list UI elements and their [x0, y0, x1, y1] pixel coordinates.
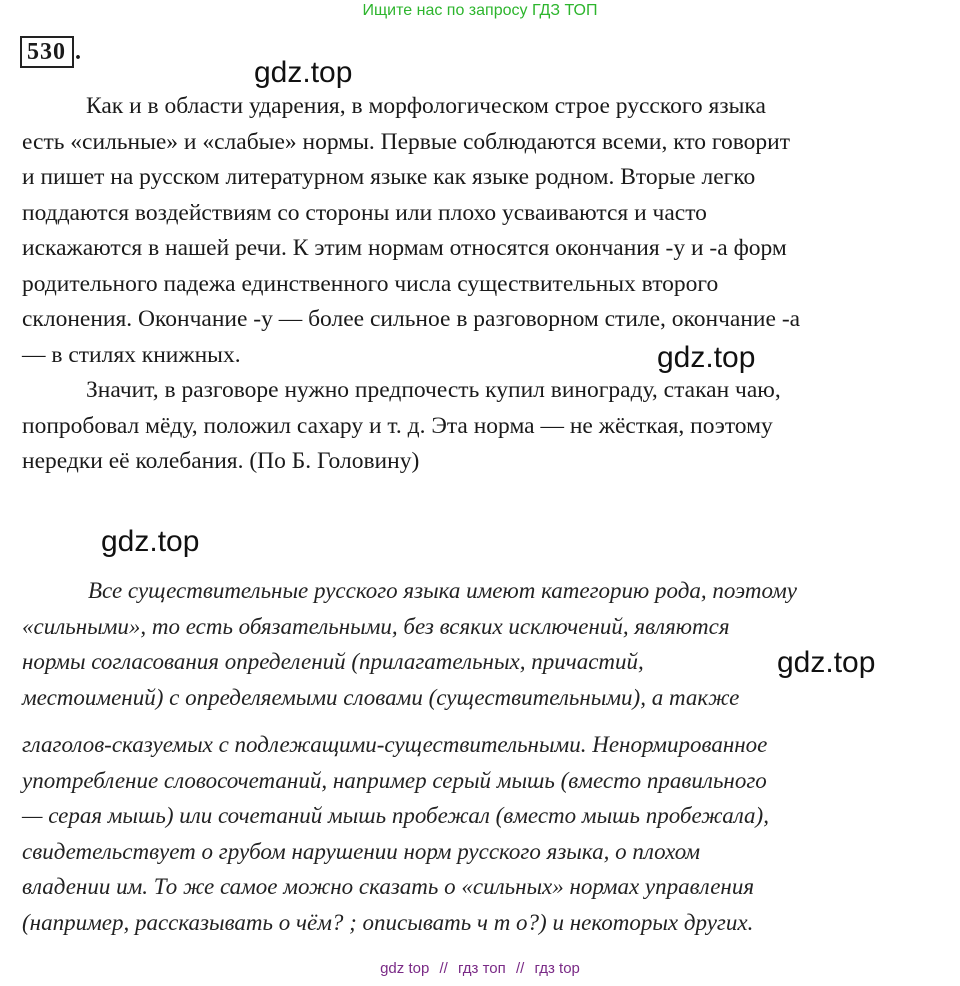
watermark-2: gdz.top — [657, 341, 756, 374]
task-number — [20, 36, 82, 68]
answer-line: глаголов-сказуемых с подлежащими-существительными. Ненормированное — [22, 732, 768, 757]
answer-line: Все существительные русского языка имеют категорию рода, поэтому — [88, 578, 798, 603]
footer-links — [0, 960, 960, 977]
answer-line: — серая мышь) или сочетаний мышь пробежал (вместо мышь пробежала), — [22, 803, 769, 828]
watermark-4: gdz.top — [777, 646, 876, 679]
text-line: есть «сильные» и «слабые» нормы. Первые соблюдаются всеми, кто говорит — [22, 128, 791, 155]
text-line: Значит, в разговоре нужно предпочесть купил винограду, стакан чаю, — [86, 377, 781, 403]
footer-link-2[interactable]: гдз топ — [458, 960, 506, 977]
answer-text-part-1 — [22, 573, 942, 715]
answer-line: владении им. То же самое можно сказать о «сильных» нормах управления — [22, 874, 755, 899]
task-number-box: 530 — [20, 36, 74, 68]
footer-link-1[interactable]: gdz top — [380, 960, 430, 977]
answer-line: употребление словосочетаний, например серый мышь (вместо правильного — [22, 767, 767, 793]
text-line: и пишет на русском литературном языке как языке родном. Вторые легко — [22, 164, 756, 190]
footer-separator: // — [515, 960, 525, 977]
text-line: склонения. Окончание -у — более сильное в разговорном стиле, окончание -а — [22, 306, 801, 332]
exercise-paragraph-1 — [22, 89, 942, 373]
text-line: поддаются воздействиям со стороны или плохо усваиваются и часто — [22, 199, 707, 226]
answer-line: (например, рассказывать о чём? ; описывать ч т о?) и некоторых других. — [22, 909, 754, 935]
footer-separator: // — [439, 960, 448, 977]
answer-text-part-2 — [22, 727, 942, 940]
text-line: нередки её колебания. (По Б. Головину) — [22, 448, 420, 474]
text-line: попробовал мёду, положил сахару и т. д. Эта норма — не жёсткая, поэтому — [22, 412, 773, 439]
exercise-paragraph-2 — [22, 373, 942, 480]
watermark-1: gdz.top — [254, 56, 353, 89]
answer-line: «сильными», то есть обязательными, без всяких исключений, являются — [22, 613, 730, 639]
text-line: Как и в области ударения, в морфологическом строе русского языка — [86, 93, 766, 119]
task-number-dot: . — [75, 39, 82, 65]
text-line: родительного падежа единственного числа существительных второго — [22, 270, 719, 297]
text-line: — в стилях книжных. — [22, 341, 241, 368]
exercise-text — [22, 89, 942, 480]
answer-line: нормы согласования определений (прилагательных, причастий, — [22, 649, 644, 674]
text-line: искажаются в нашей речи. К этим нормам относятся окончания -у и -а форм — [22, 235, 787, 261]
answer-line: местоимений) с определяемыми словами (существительными), а также — [22, 684, 740, 710]
answer-line: свидетельствует о грубом нарушении норм русского языка, о плохом — [22, 838, 701, 864]
footer-link-3[interactable]: гдз top — [534, 960, 580, 977]
watermark-3: gdz.top — [101, 525, 200, 558]
top-banner: Ищите нас по запросу ГДЗ ТОП — [362, 2, 598, 19]
